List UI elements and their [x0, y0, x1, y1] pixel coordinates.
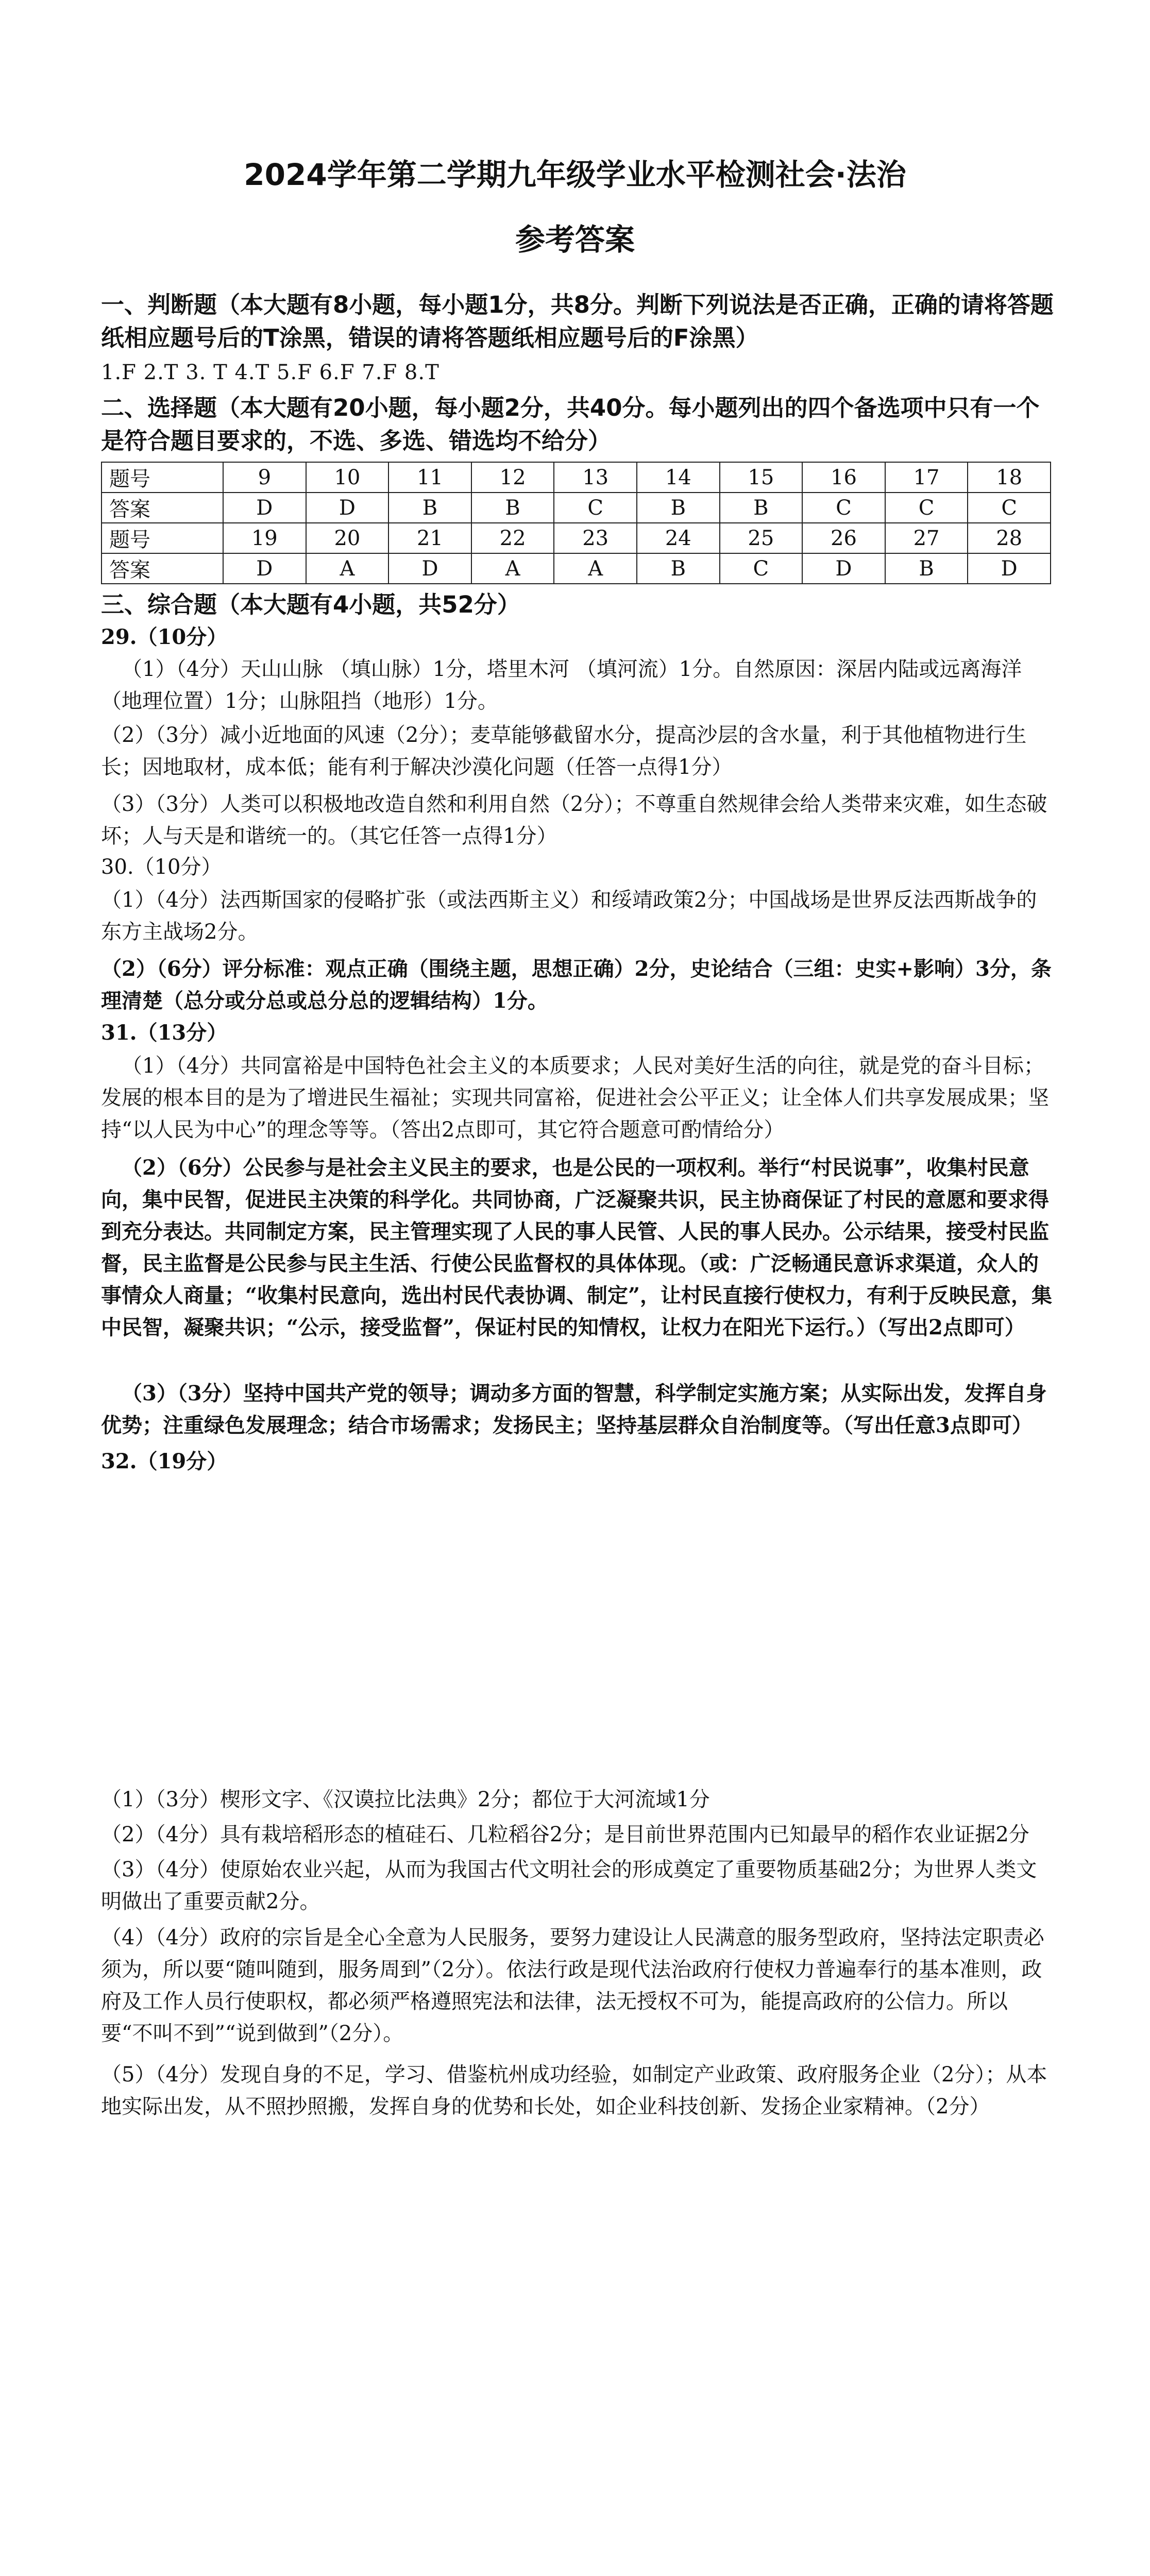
answer-table-row [102, 553, 1051, 584]
q29-part3: （3）（3分）人类可以积极地改造自然和利用自然（2分）；不尊重自然规律会给人类带来灾难，如生态破坏；人与天是和谐统一的。（其它任答一点得1分） [101, 792, 1047, 848]
answer-table-cell: C [968, 493, 1051, 523]
answer-table-cell: 15 [720, 462, 803, 493]
answer-table-cell: B [637, 493, 720, 523]
answer-table-cell: 26 [802, 523, 885, 553]
answer-table-cell: 27 [885, 523, 968, 553]
q31-part3: （3）（3分）坚持中国共产党的领导；调动多方面的智慧，科学制定实施方案；从实际出发，发挥自身优势；注重绿色发展理念；结合市场需求；发扬民主；坚持基层群众自治制度等。（写出任意3点即可） [101, 1381, 1047, 1437]
answer-table-cell: 21 [388, 523, 471, 553]
q32-part2: （2）（4分）具有栽培稻形态的植硅石、几粒稻谷2分；是目前世界范围内已知最早的稻作农业证据2分 [101, 1823, 1029, 1846]
answer-table-row-label: 题号 [102, 523, 223, 553]
q31-part2: （2）（6分）公民参与是社会主义民主的要求，也是公民的一项权利。举行“村民说事”，收集村民意向，集中民智，促进民主决策的科学化。共同协商，广泛凝聚共识，民主协商保证了村民的意愿和要求得到充分表达。共同制定方案，民主管理实现了人民的事人民管、人民的事人民办。公示结果，接受村民监督，民主监督是公民参与民主生活、行使公民监督权的具体体现。（或：广泛畅通民意诉求渠道，众人的事情众人商量；“收集村民意向，选出村民代表协调、制定”，让村民直接行使权力，有利于反映民意，集中民智，凝聚共识；“公示，接受监督”，保证村民的知情权，让权力在阳光下运行。）（写出2点即可） [101, 1156, 1053, 1340]
answer-table-cell: 11 [388, 462, 471, 493]
answer-table-cell: B [388, 493, 471, 523]
answer-table-cell: B [720, 493, 803, 523]
q30-heading: 30.（10分） [101, 855, 222, 879]
answer-table-cell: 9 [223, 462, 306, 493]
answer-table-cell: B [637, 553, 720, 584]
answer-table-row-label: 答案 [102, 553, 223, 584]
answer-table-cell: 28 [968, 523, 1051, 553]
answer-table-cell: A [306, 553, 389, 584]
answer-table-cell: 14 [637, 462, 720, 493]
answer-table-cell: A [554, 553, 637, 584]
q30-part2: （2）（6分）评分标准：观点正确（围绕主题，思想正确）2分，史论结合（三组：史实+影响）3分，条理清楚（总分或分总或总分总的逻辑结构）1分。 [101, 957, 1052, 1013]
answer-table-cell: 22 [471, 523, 554, 553]
answer-table-cell: D [968, 553, 1051, 584]
answer-table-row-label: 题号 [102, 462, 223, 493]
answer-table-cell: D [223, 553, 306, 584]
q32-part1: （1）（3分）楔形文字、《汉谟拉比法典》2分；都位于大河流域1分 [101, 1788, 710, 1811]
answer-table-row-label: 答案 [102, 493, 223, 523]
q32-heading: 32.（19分） [101, 1449, 228, 1473]
q29-heading: 29.（10分） [101, 625, 228, 649]
q31-heading: 31.（13分） [101, 1021, 228, 1045]
answer-table-cell: 20 [306, 523, 389, 553]
answer-table-cell: 17 [885, 462, 968, 493]
answer-table-cell: D [306, 493, 389, 523]
page-title: 2024学年第二学期九年级学业水平检测社会·法治 [244, 157, 906, 192]
answer-table-cell: 13 [554, 462, 637, 493]
q30-part1: （1）（4分）法西斯国家的侵略扩张（或法西斯主义）和绥靖政策2分；中国战场是世界反法西斯战争的东方主战场2分。 [101, 888, 1037, 944]
section3-heading: 三、综合题（本大题有4小题，共52分） [101, 591, 520, 618]
answer-table-cell: 12 [471, 462, 554, 493]
answer-table-cell: 10 [306, 462, 389, 493]
section1-heading: 一、判断题（本大题有8小题，每小题1分，共8分。判断下列说法是否正确，正确的请将答题纸相应题号后的T涂黑，错误的请将答题纸相应题号后的F涂黑） [101, 291, 1054, 351]
answer-table-row [102, 462, 1051, 493]
answer-table-cell: A [471, 553, 554, 584]
page-subtitle: 参考答案 [515, 222, 635, 257]
answer-table-cell: C [885, 493, 968, 523]
q32-part3: （3）（4分）使原始农业兴起，从而为我国古代文明社会的形成奠定了重要物质基础2分；为世界人类文明做出了重要贡献2分。 [101, 1858, 1037, 1913]
answer-table-cell: D [223, 493, 306, 523]
answer-table-cell: B [471, 493, 554, 523]
answer-table-cell: C [554, 493, 637, 523]
q29-part1: （1）（4分）天山山脉 （填山脉）1分，塔里木河 （填河流）1分。自然原因：深居内陆或远离海洋（地理位置）1分；山脉阻挡（地形）1分。 [101, 657, 1022, 713]
answer-table-cell: 24 [637, 523, 720, 553]
answer-table-cell: C [720, 553, 803, 584]
answer-table-cell: 19 [223, 523, 306, 553]
answer-table-row [102, 493, 1051, 523]
answer-table-cell: 23 [554, 523, 637, 553]
section2-heading: 二、选择题（本大题有20小题，每小题2分，共40分。每小题列出的四个备选项中只有一个是符合题目要求的，不选、多选、错选均不给分） [101, 394, 1040, 454]
q29-part2: （2）（3分）减小近地面的风速（2分）；麦草能够截留水分，提高沙层的含水量，利于其他植物进行生长；因地取材，成本低；能有利于解决沙漠化问题（任答一点得1分） [101, 723, 1027, 779]
q32-part4: （4）（4分）政府的宗旨是全心全意为人民服务，要努力建设让人民满意的服务型政府，坚持法定职责必须为，所以要“随叫随到，服务周到”（2分）。依法行政是现代法治政府行使权力普遍奉行的基本准则，政府及工作人员行使职权，都必须严格遵照宪法和法律，法无授权不可为，能提高政府的公信力。所以要“不叫不到”“说到做到”（2分）。 [101, 1926, 1044, 2045]
q32-part5: （5）（4分）发现自身的不足，学习、借鉴杭州成功经验，如制定产业政策、政府服务企业（2分）；从本地实际出发，从不照抄照搬，发挥自身的优势和长处，如企业科技创新、发扬企业家精神。（2分） [101, 2063, 1047, 2119]
answer-table-cell: D [802, 553, 885, 584]
answer-table-cell: 25 [720, 523, 803, 553]
answer-table-cell: 16 [802, 462, 885, 493]
answer-table [101, 462, 1051, 584]
answer-table-cell: B [885, 553, 968, 584]
q31-part1: （1）（4分）共同富裕是中国特色社会主义的本质要求；人民对美好生活的向往，就是党的奋斗目标；发展的根本目的是为了增进民生福祉；实现共同富裕，促进社会公平正义；让全体人们共享发展成果；坚持“以人民为中心”的理念等等。（答出2点即可，其它符合题意可酌情给分） [101, 1054, 1049, 1142]
answer-table-cell: D [388, 553, 471, 584]
section1-answers: 1.F 2.T 3. T 4.T 5.F 6.F 7.F 8.T [101, 361, 439, 384]
answer-table-row [102, 523, 1051, 553]
answer-table-cell: C [802, 493, 885, 523]
answer-table-cell: 18 [968, 462, 1051, 493]
